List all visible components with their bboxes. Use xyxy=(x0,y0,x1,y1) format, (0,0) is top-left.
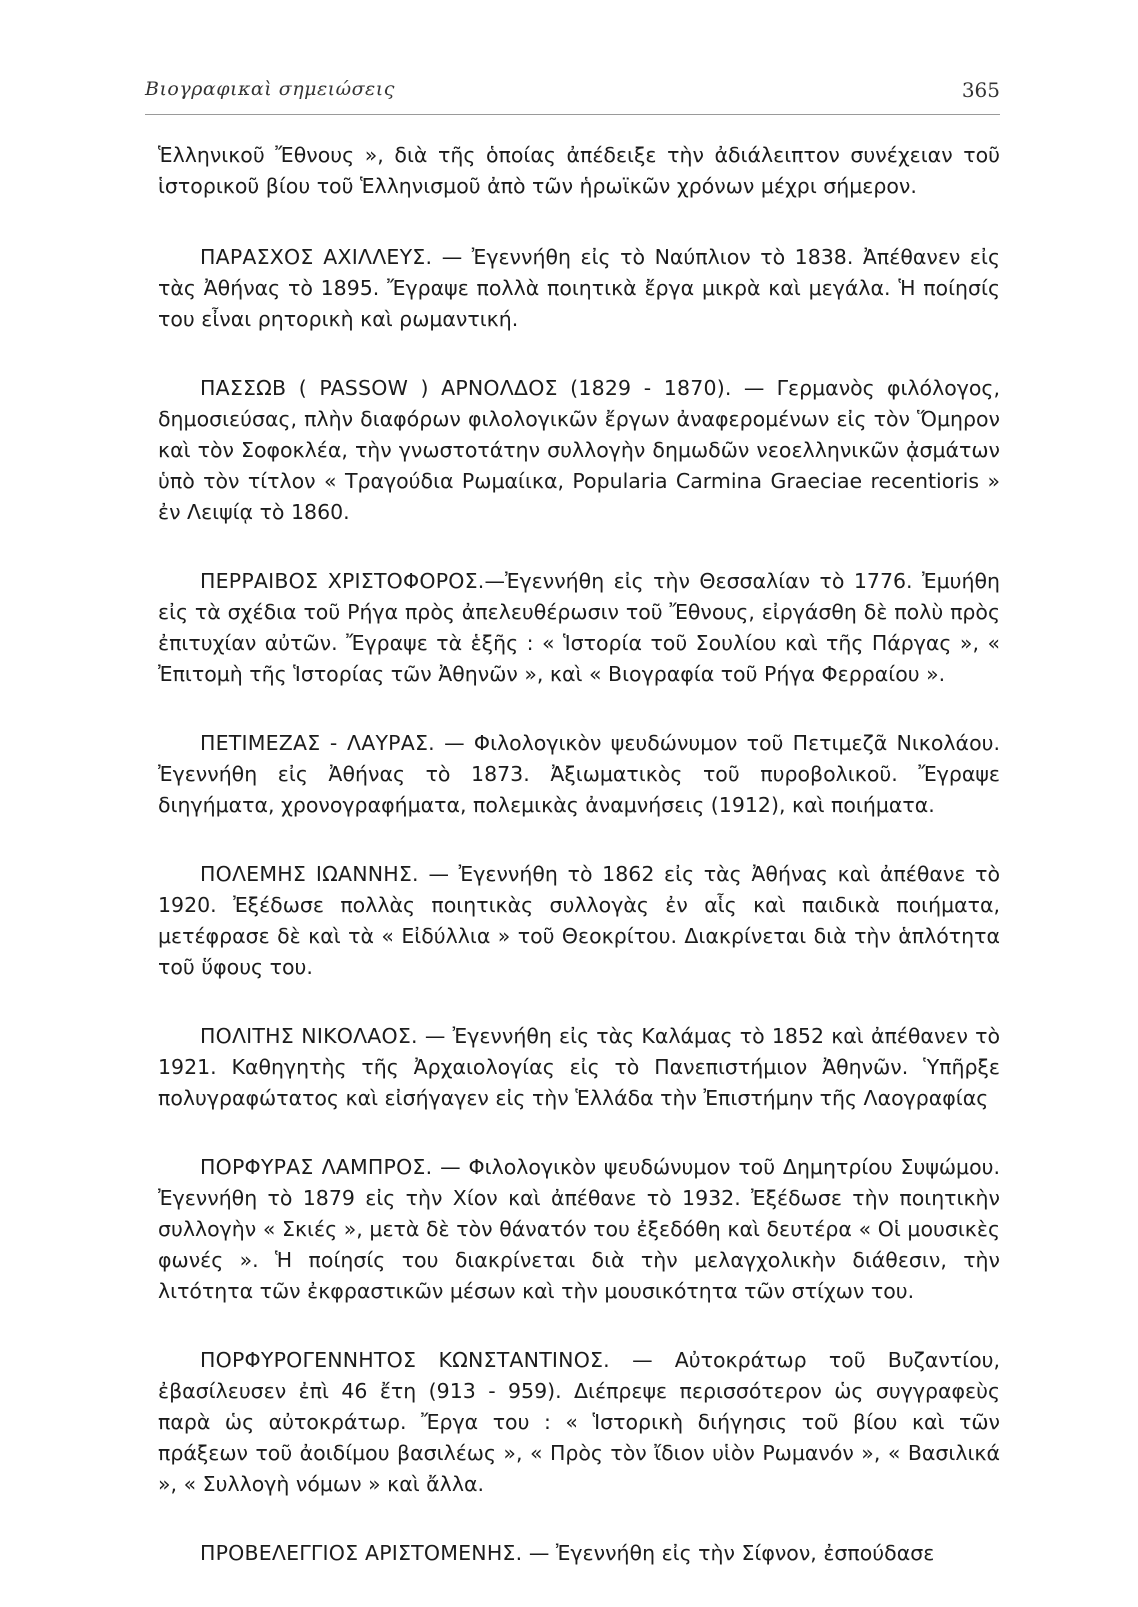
entry-text: — Φιλολογικὸν ψευδώνυμον τοῦ Δημητρίου Συψώμου. Ἐγεννήθη τὸ 1879 εἰς τὴν Χίον καὶ ἀπέθανε τὸ 1932. Ἐξέδωσε τὴν ποιητικὴν συλλογὴν « Σκιές », μετὰ δὲ τὸν θάνατόν του ἐξεδόθη καὶ δευτέρα « Οἱ μουσικὲς φωνές ». Ἡ ποίησίς του διακρίνεται διὰ τὴν μελαγχολικὴν διάθεσιν, τὴν λιτότητα τῶν ἐκφραστικῶν μέσων καὶ τὴν μουσικότητα τῶν στίχων του. xyxy=(158,1155,1000,1303)
entry-text: — Ἐγεννήθη εἰς τὸ Ναύπλιον τὸ 1838. Ἀπέθανεν εἰς τὰς Ἀθήνας τὸ 1895. Ἔγραψε πολλὰ ποιητικὰ ἔργα μικρὰ καὶ μεγάλα. Ἡ ποίησίς του εἶναι ρητορικὴ καὶ ρωμαντική. xyxy=(158,245,1000,331)
entry-text: — Ἐγεννήθη τὸ 1862 εἰς τὰς Ἀθήνας καὶ ἀπέθανε τὸ 1920. Ἐξέδωσε πολλὰς ποιητικὰς συλλογὰς ἐν αἷς καὶ παιδικὰ ποιήματα, μετέφρασε δὲ καὶ τὰ « Εἰδύλλια » τοῦ Θεοκρίτου. Διακρίνεται διὰ τὴν ἁπλότητα τοῦ ὕφους του. xyxy=(158,862,1000,979)
entry-name: ΠΑΣΣΩΒ ( PASSOW ) ΑΡΝΟΛΔΟΣ (1829 - 1870). xyxy=(200,376,732,400)
entry-perraivos xyxy=(158,566,1000,690)
entry-text: — Φιλολογικὸν ψευδώνυμον τοῦ Πετιμεζᾶ Νικολάου. Ἐγεννήθη εἰς Ἀθήνας τὸ 1873. Ἀξιωματικὸς τοῦ πυροβολικοῦ. Ἔγραψε διηγήματα, χρονογραφήματα, πολεμικὰς ἀναμνήσεις (1912), καὶ ποιήματα. xyxy=(158,731,1000,817)
header-rule xyxy=(145,114,1000,115)
entry-name: ΠΟΛΙΤΗΣ ΝΙΚΟΛΑΟΣ. xyxy=(200,1024,418,1048)
entry-name: ΠΕΤΙΜΕΖΑΣ - ΛΑΥΡΑΣ. xyxy=(200,731,435,755)
entry-petimezas xyxy=(158,728,1000,821)
entry-passow xyxy=(158,373,1000,528)
page-number: 365 xyxy=(961,78,1000,102)
entry-name: ΠΑΡΑΣΧΟΣ ΑΧΙΛΛΕΥΣ. xyxy=(200,245,433,269)
intro-text: Ἑλληνικοῦ Ἔθνους », διὰ τῆς ὁποίας ἀπέδειξε τὴν ἀδιάλειπτον συνέχειαν τοῦ ἱστορικοῦ βίου τοῦ Ἑλληνισμοῦ ἀπὸ τῶν ἡρωϊκῶν χρόνων μέχρι σήμερον. xyxy=(158,143,1000,198)
running-header xyxy=(145,78,1000,118)
entry-porfyrogennitos xyxy=(158,1345,1000,1500)
entry-name: ΠΕΡΡΑΙΒΟΣ ΧΡΙΣΤΟΦΟΡΟΣ. xyxy=(200,569,485,593)
entry-text: — Ἐγεννήθη εἰς τὰς Καλάμας τὸ 1852 καὶ ἀπέθανεν τὸ 1921. Καθηγητὴς τῆς Ἀρχαιολογίας εἰς τὸ Πανεπιστήμιον Ἀθηνῶν. Ὑπῆρξε πολυγραφώτατος καὶ εἰσήγαγεν εἰς τὴν Ἑλλάδα τὴν Ἐπιστήμην τῆς Λαογραφίας xyxy=(158,1024,1001,1110)
entry-name: ΠΡΟΒΕΛΕΓΓΙΟΣ ΑΡΙΣΤΟΜΕΝΗΣ. xyxy=(200,1541,523,1565)
entry-politis xyxy=(158,1021,1000,1114)
intro-paragraph xyxy=(158,140,1000,202)
entry-text: — Αὐτοκράτωρ τοῦ Βυζαντίου, ἐβασίλευσεν ἐπὶ 46 ἔτη (913 - 959). Διέπρεψε περισσότερον ὡς συγγραφεὺς παρὰ ὡς αὐτοκράτωρ. Ἔργα του : « Ἱστορικὴ διήγησις τοῦ βίου καὶ τῶν πράξεων τοῦ ἀοιδίμου βασιλέως », « Πρὸς τὸν ἴδιον υἱὸν Ρωμανόν », « Βασιλικά », « Συλλογὴ νόμων » καὶ ἄλλα. xyxy=(158,1348,1000,1496)
entry-parasxos xyxy=(158,242,1000,335)
entry-text: — Γερμανὸς φιλόλογος, δημοσιεύσας, πλὴν διαφόρων φιλολογικῶν ἔργων ἀναφερομένων εἰς τὸν Ὅμηρον καὶ τὸν Σοφοκλέα, τὴν γνωστοτάτην συλλογὴν δημωδῶν νεοελληνικῶν ᾀσμάτων ὑπὸ τὸν τίτλον « Τραγούδια Ρωμαίικα, Popularia Carmina Graeciae recentioris » ἐν Λειψίᾳ τὸ 1860. xyxy=(158,376,1000,524)
entry-name: ΠΟΡΦΥΡΑΣ ΛΑΜΠΡΟΣ. xyxy=(200,1155,433,1179)
running-title: Βιογραφικαὶ σημειώσεις xyxy=(145,78,395,100)
page-body xyxy=(158,140,1000,1607)
entry-text: — Ἐγεννήθη εἰς τὴν Σίφνον, ἐσπούδασε xyxy=(522,1541,935,1565)
entry-provelengios xyxy=(158,1538,1000,1569)
entry-name: ΠΟΡΦΥΡΟΓΕΝΝΗΤΟΣ ΚΩΝΣΤΑΝΤΙΝΟΣ. xyxy=(200,1348,610,1372)
entry-porfyras xyxy=(158,1152,1000,1307)
entry-text: —Ἐγεννήθη εἰς τὴν Θεσσαλίαν τὸ 1776. Ἐμυήθη εἰς τὰ σχέδια τοῦ Ρήγα πρὸς ἀπελευθέρωσιν τοῦ Ἔθνους, εἰργάσθη δὲ πολὺ πρὸς ἐπιτυχίαν αὐτῶν. Ἔγραψε τὰ ἑξῆς : « Ἱστορία τοῦ Σουλίου καὶ τῆς Πάργας », « Ἐπιτομὴ τῆς Ἱστορίας τῶν Ἀθηνῶν », καὶ « Βιογραφία τοῦ Ρήγα Φερραίου ». xyxy=(158,569,1001,686)
entry-name: ΠΟΛΕΜΗΣ ΙΩΑΝΝΗΣ. xyxy=(200,862,419,886)
entry-polemis xyxy=(158,859,1000,983)
